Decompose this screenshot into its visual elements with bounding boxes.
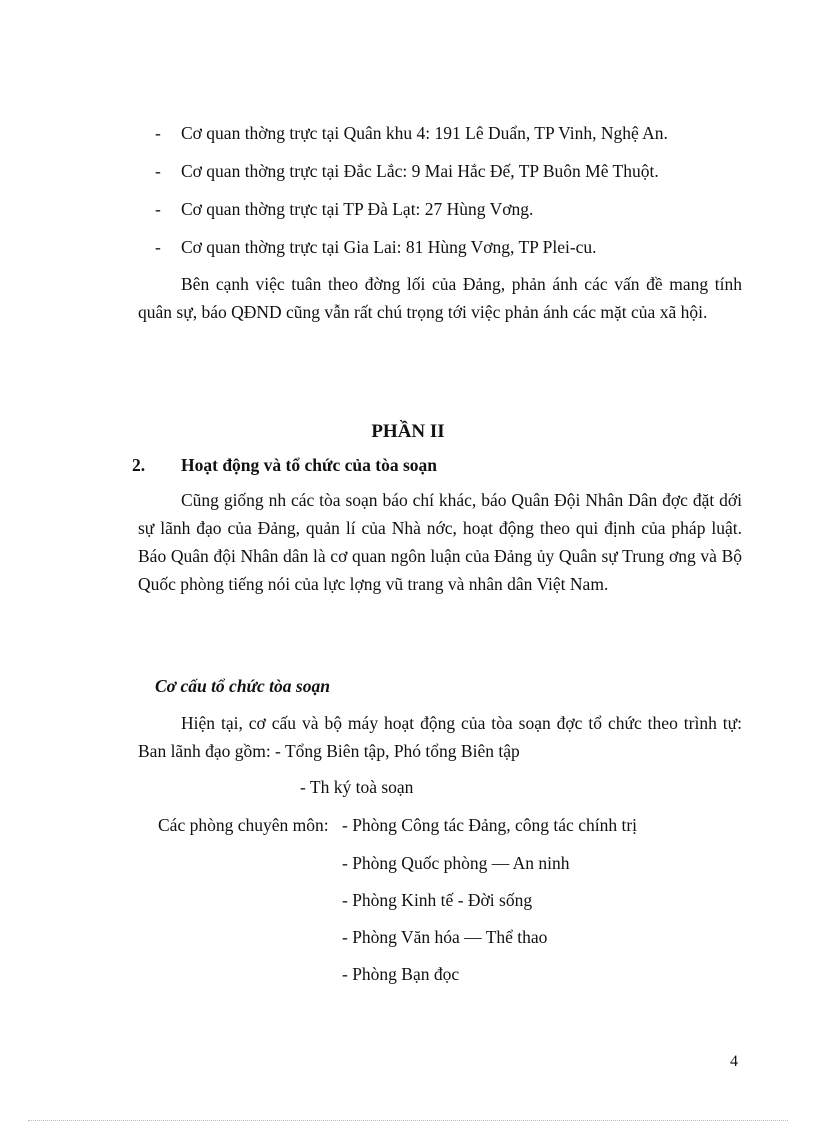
bullet-dash: - xyxy=(155,161,161,181)
paragraph-intro-text: Bên cạnh việc tuân theo đờng lối của Đảng, phản ánh các vấn đề mang tính quân sự, báo QĐND cũng vẫn rất chú trọng tới việc phản ánh các mặt của xã hội. xyxy=(138,274,742,322)
bullet-dash: - xyxy=(155,199,161,219)
subheading: Cơ cấu tổ chức tòa soạn xyxy=(155,676,330,696)
bullet-item: Cơ quan thờng trực tại Quân khu 4: 191 Lê Duẩn, TP Vinh, Nghệ An. xyxy=(181,123,668,143)
paragraph-structure xyxy=(138,709,742,765)
page-number: 4 xyxy=(730,1053,738,1070)
departments-label: Các phòng chuyên môn: xyxy=(158,815,329,835)
department-item: - Phòng Công tác Đảng, công tác chính trị xyxy=(342,815,638,835)
bullet-item: Cơ quan thờng trực tại TP Đà Lạt: 27 Hùng Vơng. xyxy=(181,199,534,219)
department-item: - Phòng Quốc phòng — An ninh xyxy=(342,853,570,873)
bullet-item: Cơ quan thờng trực tại Gia Lai: 81 Hùng Vơng, TP Plei-cu. xyxy=(181,237,597,257)
part-title: PHẦN II xyxy=(371,421,445,442)
bullet-item: Cơ quan thờng trực tại Đắc Lắc: 9 Mai Hắc Đế, TP Buôn Mê Thuột. xyxy=(181,161,659,181)
bullet-dash: - xyxy=(155,123,161,143)
footer-divider xyxy=(28,1120,788,1121)
bullet-dash: - xyxy=(155,237,161,257)
paragraph-organization-text: Cũng giống nh các tòa soạn báo chí khác, báo Quân Đội Nhân Dân đợc đặt dới sự lãnh đạo của Đảng, quản lí của Nhà nớc, hoạt động theo qui định của pháp luật. Báo Quân đội Nhân dân là cơ quan ngôn luận của Đảng ủy Quân sự Trung ơng và Bộ Quốc phòng tiếng nói của lực lợng vũ trang và nhân dân Việt Nam. xyxy=(138,490,742,594)
leadership-extra: - Th ký toà soạn xyxy=(300,777,414,797)
paragraph-organization xyxy=(138,486,742,598)
section-number: 2. xyxy=(132,455,146,475)
paragraph-intro xyxy=(138,270,742,326)
paragraph-structure-text: Hiện tại, cơ cấu và bộ máy hoạt động của tòa soạn đợc tổ chức theo trình tự: Ban lãnh đạo gồm: - Tổng Biên tập, Phó tổng Biên tập xyxy=(138,713,742,761)
department-item: - Phòng Văn hóa — Thể thao xyxy=(342,927,548,947)
section-title: Hoạt động và tổ chức của tòa soạn xyxy=(181,455,437,475)
department-item: - Phòng Kinh tế - Đời sống xyxy=(342,890,533,910)
department-item: - Phòng Bạn đọc xyxy=(342,964,460,984)
